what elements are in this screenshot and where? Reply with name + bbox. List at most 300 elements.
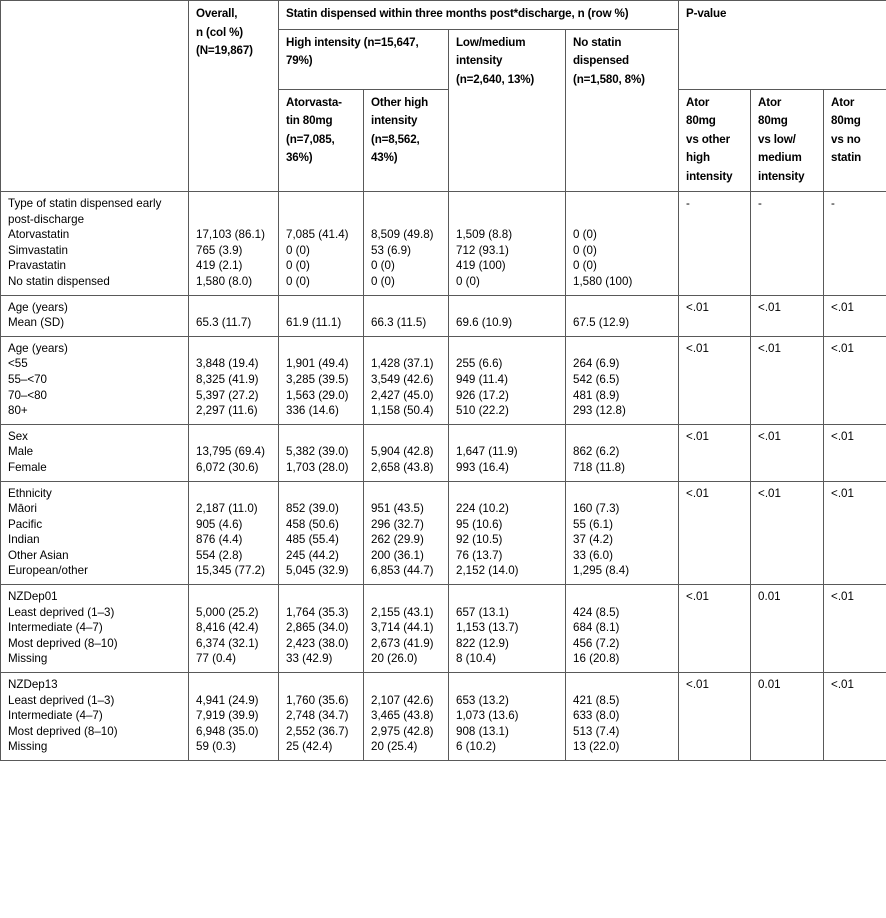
spacer-line xyxy=(196,589,272,605)
data-value: 17,103 (86.1) xyxy=(196,228,265,242)
row-label: Other Asian xyxy=(8,548,69,562)
data-value: 7,919 (39.9) xyxy=(196,709,259,723)
section-label-cell xyxy=(1,585,189,673)
data-value: 95 (10.6) xyxy=(456,517,503,531)
data-value: 513 (7.4) xyxy=(573,724,620,738)
spacer-line xyxy=(371,589,442,605)
row-label: Intermediate (4–7) xyxy=(8,621,103,635)
pvalue-text: <.01 xyxy=(686,300,709,314)
data-value: 3,285 (39.5) xyxy=(286,372,349,386)
table-section-row xyxy=(1,585,886,673)
spacer-line xyxy=(456,212,559,228)
pvalue-text: <.01 xyxy=(831,300,854,314)
data-value: 718 (11.8) xyxy=(573,460,625,474)
header-nostatin-line2: dispensed xyxy=(573,54,629,67)
data-value: 6,072 (30.6) xyxy=(196,460,259,474)
pvalue-text: <.01 xyxy=(831,590,854,604)
data-value: 0 (0) xyxy=(573,243,597,257)
pvalue-text: <.01 xyxy=(758,429,781,443)
spacer-line xyxy=(286,341,357,357)
row-label: European/other xyxy=(8,564,88,578)
pvalue-ator-vs-other-high xyxy=(679,481,751,585)
row-label: Most deprived (8–10) xyxy=(8,724,118,738)
header-atorvastatin-80mg xyxy=(279,89,364,192)
data-value: 6 (10.2) xyxy=(456,740,496,754)
cell-low-medium-intensity xyxy=(449,336,566,424)
row-label: 80+ xyxy=(8,404,28,418)
row-label: Least deprived (1–3) xyxy=(8,693,115,707)
cell-other-high-intensity xyxy=(364,673,449,761)
data-value: 657 (13.1) xyxy=(456,605,509,619)
header-otherhigh-line4: 43%) xyxy=(371,151,398,164)
data-value: 926 (17.2) xyxy=(456,388,509,402)
cell-other-high-intensity xyxy=(364,481,449,585)
data-value: 876 (4.4) xyxy=(196,533,243,547)
header-p3-line1: Ator xyxy=(831,95,855,109)
pvalue-ator-vs-other-high xyxy=(679,192,751,296)
data-value: 293 (12.8) xyxy=(573,404,626,418)
data-value: 15,345 (77.2) xyxy=(196,564,265,578)
data-value: 712 (93.1) xyxy=(456,243,509,257)
pvalue-text: <.01 xyxy=(831,429,854,443)
data-value: 633 (8.0) xyxy=(573,709,620,723)
cell-overall xyxy=(189,295,279,336)
row-label: Female xyxy=(8,460,47,474)
spacer-line xyxy=(371,196,442,212)
pvalue-text: - xyxy=(831,197,835,210)
data-value: 8,509 (49.8) xyxy=(371,228,434,242)
pvalue-text: <.01 xyxy=(686,678,709,692)
spacer-line xyxy=(456,429,559,445)
cell-overall xyxy=(189,673,279,761)
data-value: 765 (3.9) xyxy=(196,243,243,257)
data-value: 1,764 (35.3) xyxy=(286,605,349,619)
pvalue-ator-vs-low-medium xyxy=(751,673,824,761)
table-section-row xyxy=(1,673,886,761)
data-value: 2,155 (43.1) xyxy=(371,605,434,619)
pvalue-ator-vs-low-medium xyxy=(751,424,824,481)
data-value: 0 (0) xyxy=(371,274,395,288)
data-value: 2,152 (14.0) xyxy=(456,564,519,578)
pvalue-text: <.01 xyxy=(831,486,854,500)
data-value: 5,397 (27.2) xyxy=(196,388,259,402)
cell-no-statin xyxy=(566,481,679,585)
data-value: 554 (2.8) xyxy=(196,548,243,562)
cell-low-medium-intensity xyxy=(449,481,566,585)
header-otherhigh-line3: (n=8,562, xyxy=(371,132,420,146)
data-value: 684 (8.1) xyxy=(573,621,620,635)
data-value: 0 (0) xyxy=(573,259,597,273)
data-value: 0 (0) xyxy=(286,274,310,288)
spacer-line xyxy=(196,212,272,228)
section-label-cell xyxy=(1,424,189,481)
section-title-line: NZDep13 xyxy=(8,678,58,692)
data-value: 37 (4.2) xyxy=(573,533,613,547)
data-value: 485 (55.4) xyxy=(286,533,339,547)
header-pvalue-ator-vs-other-high xyxy=(679,89,751,192)
cell-overall xyxy=(189,336,279,424)
spacer-line xyxy=(573,429,672,445)
spacer-line xyxy=(286,212,357,228)
cell-atorvastatin-80mg xyxy=(279,336,364,424)
data-value: 77 (0.4) xyxy=(196,652,236,666)
data-value: 13 (22.0) xyxy=(573,740,620,754)
data-value: 908 (13.1) xyxy=(456,724,509,738)
data-value: 949 (11.4) xyxy=(456,372,508,386)
data-value: 0 (0) xyxy=(286,259,310,273)
pvalue-ator-vs-other-high xyxy=(679,673,751,761)
header-ator80-line3: (n=7,085, xyxy=(286,132,335,146)
data-value: 16 (20.8) xyxy=(573,652,620,666)
row-label: No statin dispensed xyxy=(8,274,110,288)
data-value: 421 (8.5) xyxy=(573,693,620,707)
spacer-line xyxy=(196,196,272,212)
spacer-line xyxy=(196,677,272,693)
spacer-line xyxy=(286,589,357,605)
pvalue-text: <.01 xyxy=(686,429,709,443)
cell-no-statin xyxy=(566,192,679,296)
pvalue-text: <.01 xyxy=(686,341,709,355)
header-p2-line1: Ator xyxy=(758,95,782,109)
data-value: 6,853 (44.7) xyxy=(371,564,434,578)
data-value: 200 (36.1) xyxy=(371,548,424,562)
section-title-line: Type of statin dispensed early xyxy=(8,197,162,210)
section-title-line: NZDep01 xyxy=(8,590,58,604)
data-value: 2,107 (42.6) xyxy=(371,693,434,707)
section-title-line: post-discharge xyxy=(8,212,85,226)
header-overall xyxy=(189,1,279,192)
header-ator80-line1: Atorvasta- xyxy=(286,95,342,109)
data-value: 419 (100) xyxy=(456,259,506,273)
pvalue-ator-vs-low-medium xyxy=(751,585,824,673)
header-p2-line5: intensity xyxy=(758,169,805,183)
spacer-line xyxy=(573,212,672,228)
header-p1-line1: Ator xyxy=(686,95,710,109)
data-value: 224 (10.2) xyxy=(456,502,509,516)
cell-no-statin xyxy=(566,673,679,761)
data-value: 6,948 (35.0) xyxy=(196,724,259,738)
cell-atorvastatin-80mg xyxy=(279,673,364,761)
row-label: 55–<70 xyxy=(8,372,48,386)
pvalue-text: 0.01 xyxy=(758,678,781,692)
header-p3-line2: 80mg xyxy=(831,114,861,127)
data-value: 25 (42.4) xyxy=(286,740,333,754)
data-value: 8,325 (41.9) xyxy=(196,372,259,386)
data-value: 245 (44.2) xyxy=(286,548,339,562)
table-section-row xyxy=(1,192,886,296)
data-value: 2,423 (38.0) xyxy=(286,636,349,650)
data-value: 160 (7.3) xyxy=(573,502,620,516)
spacer-line xyxy=(456,486,559,502)
row-label: 70–<80 xyxy=(8,388,48,402)
data-value: 456 (7.2) xyxy=(573,636,620,650)
header-p3-line4: statin xyxy=(831,151,862,164)
header-statin-group: Statin dispensed within three months post*discharge, n (row %) xyxy=(279,1,679,30)
data-value: 55 (6.1) xyxy=(573,517,613,531)
pvalue-text: <.01 xyxy=(686,590,709,604)
data-value: 3,714 (44.1) xyxy=(371,621,434,635)
section-title-line: Sex xyxy=(8,429,28,443)
spacer-line xyxy=(456,300,559,316)
pvalue-ator-vs-other-high xyxy=(679,295,751,336)
header-other-high-intensity xyxy=(364,89,449,192)
data-value: 76 (13.7) xyxy=(456,548,503,562)
row-label: Male xyxy=(8,445,34,459)
pvalue-ator-vs-other-high xyxy=(679,424,751,481)
header-nostatin-line3: (n=1,580, 8%) xyxy=(573,72,645,86)
data-value: 262 (29.9) xyxy=(371,533,424,547)
header-p2-line3: vs low/ xyxy=(758,132,796,146)
data-value: 1,158 (50.4) xyxy=(371,404,434,418)
data-value: 862 (6.2) xyxy=(573,445,620,459)
section-title-line: Age (years) xyxy=(8,341,68,355)
data-value: 13,795 (69.4) xyxy=(196,445,265,459)
row-label: <55 xyxy=(8,357,28,371)
pvalue-ator-vs-no-statin xyxy=(824,192,886,296)
data-value: 1,647 (11.9) xyxy=(456,445,518,459)
pvalue-text: <.01 xyxy=(831,341,854,355)
data-value: 510 (22.2) xyxy=(456,404,509,418)
data-value: 2,975 (42.8) xyxy=(371,724,434,738)
pvalue-text: - xyxy=(758,197,762,210)
pvalue-ator-vs-no-statin xyxy=(824,585,886,673)
data-value: 3,465 (43.8) xyxy=(371,709,434,723)
cell-other-high-intensity xyxy=(364,424,449,481)
pvalue-text: <.01 xyxy=(831,678,854,692)
header-p2-line4: medium xyxy=(758,151,802,164)
pvalue-ator-vs-no-statin xyxy=(824,336,886,424)
pvalue-text: <.01 xyxy=(758,486,781,500)
pvalue-ator-vs-no-statin xyxy=(824,673,886,761)
data-value: 2,297 (11.6) xyxy=(196,404,258,418)
spacer-line xyxy=(456,677,559,693)
spacer-line xyxy=(196,341,272,357)
data-value: 8,416 (42.4) xyxy=(196,621,259,635)
spacer-line xyxy=(573,677,672,693)
cell-other-high-intensity xyxy=(364,585,449,673)
header-p2-line2: 80mg xyxy=(758,114,788,127)
row-label: Mean (SD) xyxy=(8,316,65,330)
spacer-line xyxy=(371,341,442,357)
header-otherhigh-line1: Other high xyxy=(371,95,429,109)
row-label: Missing xyxy=(8,652,48,666)
spacer-line xyxy=(371,429,442,445)
spacer-line xyxy=(371,486,442,502)
data-value: 296 (32.7) xyxy=(371,517,424,531)
data-value: 822 (12.9) xyxy=(456,636,509,650)
spacer-line xyxy=(286,196,357,212)
section-title-line: Ethnicity xyxy=(8,486,52,500)
pvalue-ator-vs-other-high xyxy=(679,336,751,424)
spacer-line xyxy=(371,300,442,316)
cell-atorvastatin-80mg xyxy=(279,295,364,336)
data-value: 1,760 (35.6) xyxy=(286,693,349,707)
cell-overall xyxy=(189,585,279,673)
pvalue-ator-vs-no-statin xyxy=(824,295,886,336)
row-label: Simvastatin xyxy=(8,243,68,257)
cell-atorvastatin-80mg xyxy=(279,585,364,673)
header-ator80-line4: 36%) xyxy=(286,151,313,164)
header-overall-line3: (N=19,867) xyxy=(196,44,253,57)
pvalue-ator-vs-low-medium xyxy=(751,295,824,336)
cell-no-statin xyxy=(566,336,679,424)
data-value: 2,187 (11.0) xyxy=(196,502,258,516)
pvalue-text: 0.01 xyxy=(758,590,781,604)
spacer-line xyxy=(456,589,559,605)
header-lowmed-line2: intensity xyxy=(456,54,503,67)
data-value: 8 (10.4) xyxy=(456,652,496,666)
spacer-line xyxy=(371,212,442,228)
data-value: 67.5 (12.9) xyxy=(573,316,630,330)
row-label: Māori xyxy=(8,502,37,516)
row-label: Missing xyxy=(8,740,48,754)
header-lowmed-line1: Low/medium xyxy=(456,35,526,49)
data-value: 5,045 (32.9) xyxy=(286,564,349,578)
section-label-cell xyxy=(1,673,189,761)
header-otherhigh-line2: intensity xyxy=(371,114,418,127)
cell-overall xyxy=(189,192,279,296)
data-value: 1,153 (13.7) xyxy=(456,621,519,635)
section-title-line: Age (years) xyxy=(8,300,68,314)
cell-atorvastatin-80mg xyxy=(279,481,364,585)
data-value: 458 (50.6) xyxy=(286,517,339,531)
cell-low-medium-intensity xyxy=(449,424,566,481)
data-value: 59 (0.3) xyxy=(196,740,236,754)
spacer-line xyxy=(196,486,272,502)
data-value: 0 (0) xyxy=(456,274,480,288)
header-pvalue-ator-vs-low-medium xyxy=(751,89,824,192)
header-no-statin-dispensed xyxy=(566,29,679,192)
pvalue-ator-vs-no-statin xyxy=(824,424,886,481)
spacer-line xyxy=(573,300,672,316)
data-value: 1,428 (37.1) xyxy=(371,357,434,371)
cell-low-medium-intensity xyxy=(449,192,566,296)
row-label: Intermediate (4–7) xyxy=(8,709,103,723)
pvalue-text: <.01 xyxy=(686,486,709,500)
data-value: 53 (6.9) xyxy=(371,243,411,257)
data-value: 33 (6.0) xyxy=(573,548,613,562)
row-label: Least deprived (1–3) xyxy=(8,605,115,619)
data-value: 2,552 (36.7) xyxy=(286,724,349,738)
data-value: 4,941 (24.9) xyxy=(196,693,259,707)
data-value: 20 (25.4) xyxy=(371,740,418,754)
data-value: 1,509 (8.8) xyxy=(456,228,513,242)
cell-low-medium-intensity xyxy=(449,585,566,673)
spacer-line xyxy=(573,196,672,212)
pvalue-ator-vs-low-medium xyxy=(751,192,824,296)
data-value: 0 (0) xyxy=(286,243,310,257)
spacer-line xyxy=(286,677,357,693)
header-overall-line1: Overall, xyxy=(196,7,238,20)
data-value: 336 (14.6) xyxy=(286,404,339,418)
spacer-line xyxy=(196,300,272,316)
data-value: 66.3 (11.5) xyxy=(371,316,427,330)
header-overall-line2: n (col %) xyxy=(196,25,243,39)
row-label: Indian xyxy=(8,533,40,547)
data-value: 0 (0) xyxy=(573,228,597,242)
data-value: 7,085 (41.4) xyxy=(286,228,349,242)
header-p1-line2: 80mg xyxy=(686,114,716,127)
header-ator80-line2: tin 80mg xyxy=(286,114,333,127)
data-value: 3,848 (19.4) xyxy=(196,357,259,371)
header-nostatin-line1: No statin xyxy=(573,35,622,49)
spacer-line xyxy=(286,429,357,445)
pvalue-ator-vs-low-medium xyxy=(751,481,824,585)
data-value: 424 (8.5) xyxy=(573,605,620,619)
cell-overall xyxy=(189,424,279,481)
header-pvalue-ator-vs-no-statin xyxy=(824,89,886,192)
cell-other-high-intensity xyxy=(364,295,449,336)
data-value: 1,901 (49.4) xyxy=(286,357,349,371)
data-value: 69.6 (10.9) xyxy=(456,316,513,330)
pvalue-text: <.01 xyxy=(758,300,781,314)
spacer-line xyxy=(456,196,559,212)
data-value: 2,673 (41.9) xyxy=(371,636,434,650)
data-value: 542 (6.5) xyxy=(573,372,620,386)
row-label: Atorvastatin xyxy=(8,228,70,242)
row-label: Pravastatin xyxy=(8,259,66,273)
cell-no-statin xyxy=(566,424,679,481)
pvalue-text: - xyxy=(686,197,690,210)
cell-atorvastatin-80mg xyxy=(279,424,364,481)
data-value: 1,563 (29.0) xyxy=(286,388,349,402)
spacer-line xyxy=(456,341,559,357)
data-value: 951 (43.5) xyxy=(371,502,424,516)
data-value: 61.9 (11.1) xyxy=(286,316,342,330)
header-p1-line3: vs other xyxy=(686,132,730,146)
data-value: 1,295 (8.4) xyxy=(573,564,630,578)
data-value: 1,580 (8.0) xyxy=(196,274,253,288)
table-section-row xyxy=(1,424,886,481)
data-value: 1,073 (13.6) xyxy=(456,709,519,723)
spacer-line xyxy=(286,486,357,502)
cell-other-high-intensity xyxy=(364,192,449,296)
data-value: 65.3 (11.7) xyxy=(196,316,252,330)
spacer-line xyxy=(196,429,272,445)
data-value: 255 (6.6) xyxy=(456,357,503,371)
table-header xyxy=(1,1,886,192)
row-label: Pacific xyxy=(8,517,43,531)
section-label-cell xyxy=(1,336,189,424)
data-value: 852 (39.0) xyxy=(286,502,339,516)
data-value: 1,703 (28.0) xyxy=(286,460,349,474)
header-corner-blank xyxy=(1,1,189,192)
pvalue-ator-vs-other-high xyxy=(679,585,751,673)
data-value: 264 (6.9) xyxy=(573,357,620,371)
pvalue-ator-vs-no-statin xyxy=(824,481,886,585)
header-lowmed-line3: (n=2,640, 13%) xyxy=(456,72,535,86)
data-value: 3,549 (42.6) xyxy=(371,372,434,386)
data-value: 5,382 (39.0) xyxy=(286,445,349,459)
data-value: 1,580 (100) xyxy=(573,274,633,288)
data-value: 653 (13.2) xyxy=(456,693,509,707)
spacer-line xyxy=(573,486,672,502)
cell-no-statin xyxy=(566,585,679,673)
section-label-cell xyxy=(1,481,189,585)
data-value: 92 (10.5) xyxy=(456,533,503,547)
header-p1-line5: intensity xyxy=(686,169,733,183)
cell-overall xyxy=(189,481,279,585)
data-value: 20 (26.0) xyxy=(371,652,418,666)
cell-atorvastatin-80mg xyxy=(279,192,364,296)
cell-low-medium-intensity xyxy=(449,295,566,336)
cell-low-medium-intensity xyxy=(449,673,566,761)
header-p3-line3: vs no xyxy=(831,132,861,146)
header-high-intensity xyxy=(279,29,449,89)
pvalue-ator-vs-low-medium xyxy=(751,336,824,424)
data-value: 993 (16.4) xyxy=(456,460,509,474)
data-value: 419 (2.1) xyxy=(196,259,243,273)
